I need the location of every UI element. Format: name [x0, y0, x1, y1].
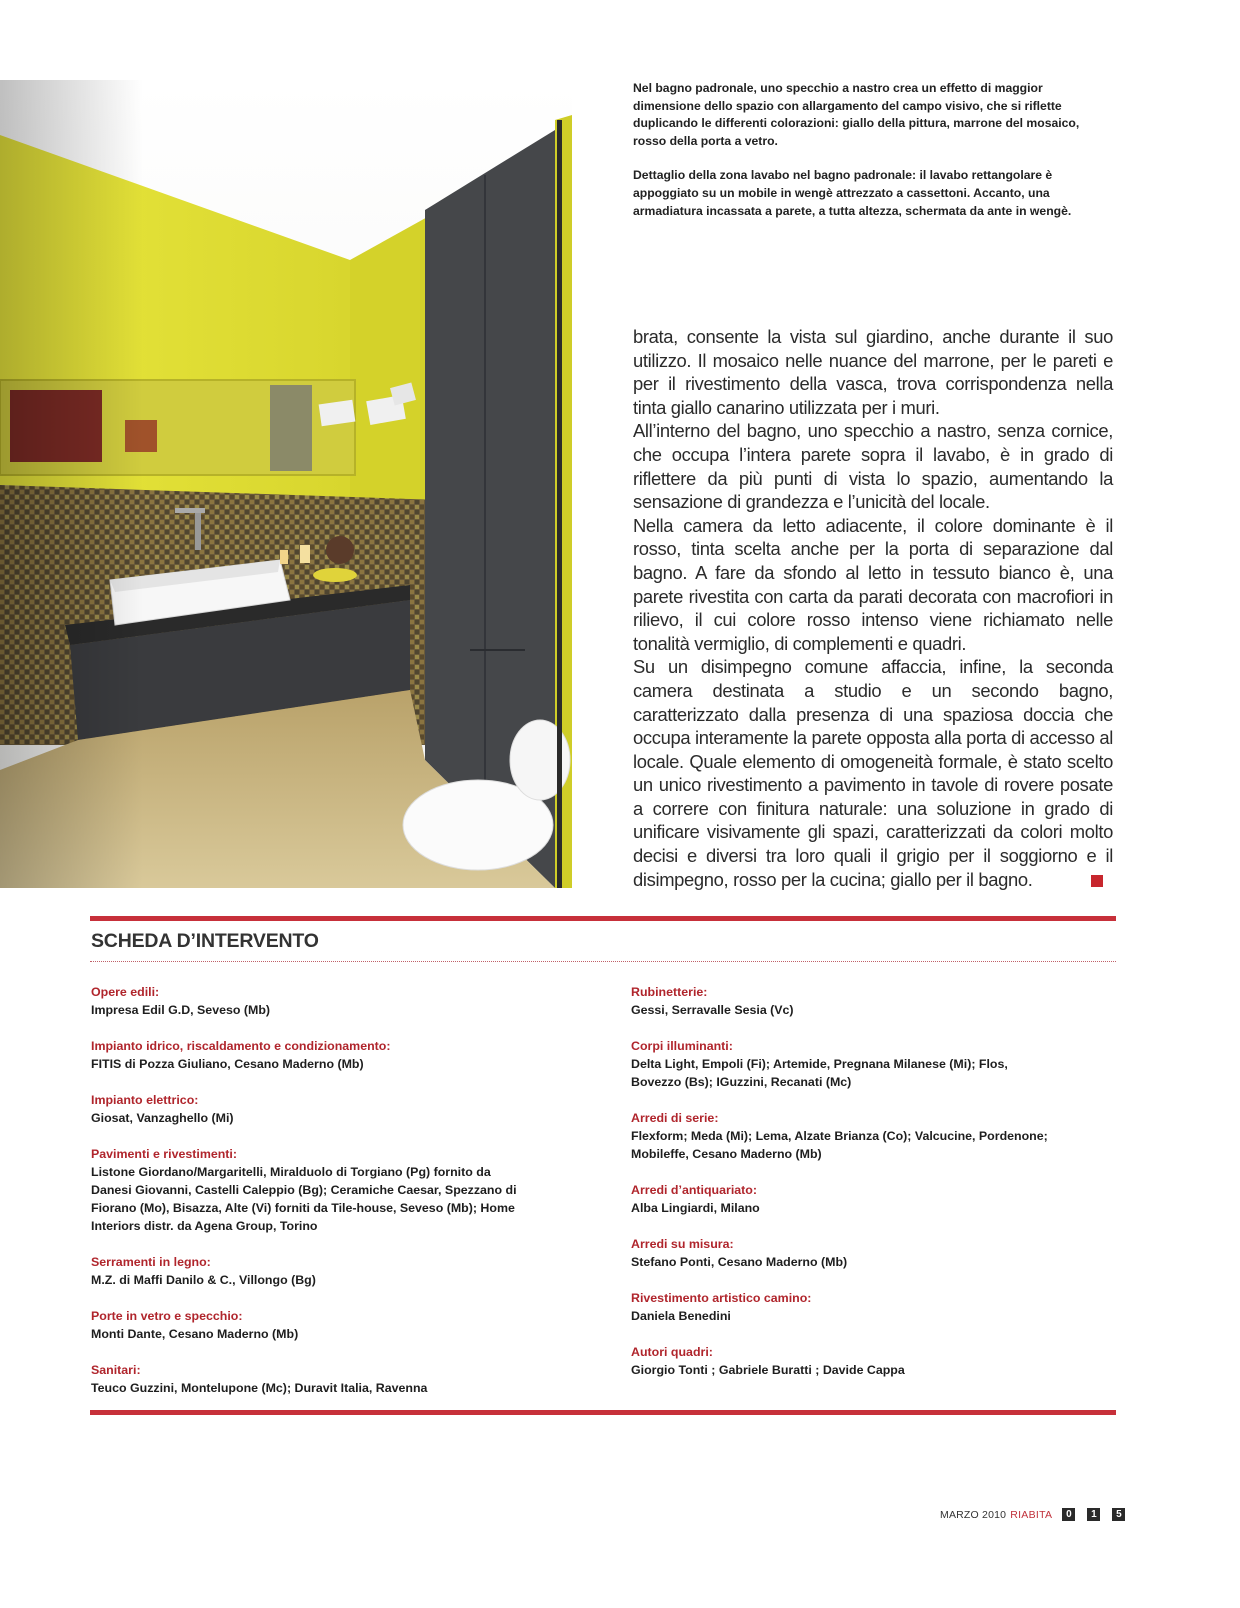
paragraph-4-text: Su un disimpegno comune affaccia, infine, la seconda camera destinata a studio e un secondo bagno, caratterizzato dalla presenza di una spaziosa doccia che occupa interamente la parete opposta alla porta di accesso al locale. Quale elemento di omogeneità formale, è stato scelto un unico rivestimento a pavimento in tavole di rovere posate a correre con finitura naturale: una soluzione in grado di unificare visivamente gli spazi, caratterizzati da colori molto decisi e diversi tra loro quali il grigio per il soggiorno e il disimpegno, rosso per la cucina; giallo per il bagno.: [633, 656, 1113, 890]
page-number-digit: 5: [1112, 1508, 1125, 1521]
scheda-dotted-rule: [90, 961, 1116, 962]
credit-entry: [631, 1343, 1061, 1379]
bathroom-photo: [0, 80, 572, 888]
article-body: [633, 325, 1113, 891]
credit-value: Alba Lingiardi, Milano: [631, 1201, 760, 1215]
credit-label: Impianto elettrico:: [91, 1093, 199, 1107]
credit-entry: [631, 1289, 1061, 1325]
credit-entry: [91, 1307, 521, 1343]
credit-value: Daniela Benedini: [631, 1309, 731, 1323]
caption-1: Nel bagno padronale, uno specchio a nastro crea un effetto di maggior dimensione dello spazio con allargamento del campo visivo, che si riflette duplicando le differenti colorazioni: giallo della pittura, marrone del mosaico, rosso della porta a vetro.: [633, 81, 1080, 148]
caption-2: Dettaglio della zona lavabo nel bagno padronale: il lavabo rettangolare è appoggiato su un mobile in wengè attrezzato a cassettoni. Accanto, una armadiatura incassata a parete, a tutta altezza, schermata da ante in wengè.: [633, 168, 1072, 218]
scheda-left-column: [91, 983, 521, 1415]
credit-value: Listone Giordano/Margaritelli, Miralduolo di Torgiano (Pg) fornito da Danesi Giovanni, Castelli Caleppio (Bg); Ceramiche Caesar, Spezzano di Fiorano (Mo), Bisazza, Alte (Vi) forniti da Tile-house, Seveso (Mb); Home Interiors distr. da Agena Group, Torino: [91, 1165, 517, 1233]
credit-value: Teuco Guzzini, Montelupone (Mc); Duravit Italia, Ravenna: [91, 1381, 428, 1395]
credit-value: Monti Dante, Cesano Maderno (Mb): [91, 1327, 299, 1341]
credit-label: Opere edili:: [91, 985, 160, 999]
credit-entry: [91, 983, 521, 1019]
credit-entry: [631, 1109, 1061, 1163]
credit-value: Giorgio Tonti ; Gabriele Buratti ; Davide Cappa: [631, 1363, 905, 1377]
credit-label: Autori quadri:: [631, 1345, 713, 1359]
credit-value: Giosat, Vanzaghello (Mi): [91, 1111, 234, 1125]
issue-date: MARZO 2010: [940, 1508, 1007, 1521]
credit-label: Arredi su misura:: [631, 1237, 734, 1251]
credit-label: Rubinetterie:: [631, 985, 708, 999]
page-number-digit: 0: [1062, 1508, 1075, 1521]
paragraph-2: All’interno del bagno, uno specchio a nastro, senza cornice, che occupa l’intera parete sopra il lavabo, è in grado di riflettere da più punti di vista lo spazio, aumentando la sensazione di grandezza e l’unicità del locale.: [633, 420, 1113, 513]
magazine-name: RIABITA: [1010, 1508, 1053, 1521]
end-mark-icon: [1091, 875, 1103, 887]
credit-value: FITIS di Pozza Giuliano, Cesano Maderno (Mb): [91, 1057, 364, 1071]
scheda-top-rule: [90, 916, 1116, 921]
paragraph-1: brata, consente la vista sul giardino, anche durante il suo utilizzo. Il mosaico nelle nuance del marrone, per le pareti e per il rivestimento della vasca, trova corrispondenza nella tinta giallo canarino utilizzata per i muri.: [633, 326, 1113, 418]
scheda-right-column: [631, 983, 1061, 1397]
credit-label: Corpi illuminanti:: [631, 1039, 733, 1053]
credit-value: M.Z. di Maffi Danilo & C., Villongo (Bg): [91, 1273, 316, 1287]
credit-label: Arredi d’antiquariato:: [631, 1183, 757, 1197]
credit-entry: [631, 983, 1061, 1019]
credit-entry: [91, 1145, 521, 1235]
paragraph-4: [633, 655, 1113, 891]
credit-value: Impresa Edil G.D, Seveso (Mb): [91, 1003, 271, 1017]
credit-entry: [91, 1361, 521, 1397]
paragraph-3: Nella camera da letto adiacente, il colore dominante è il rosso, tinta scelta anche per la porta di separazione dal bagno. A fare da sfondo al letto in tessuto bianco è, una parete rivestita con carta da parati decorata con macrofiori in rilievo, il cui colore rosso intenso viene richiamato nelle tonalità vermiglio, di complementi e quadri.: [633, 514, 1113, 654]
page-footer: [940, 1508, 1137, 1521]
credit-value: Flexform; Meda (Mi); Lema, Alzate Brianza (Co); Valcucine, Pordenone; Mobileffe, Cesano Maderno (Mb): [631, 1129, 1048, 1161]
credit-entry: [91, 1253, 521, 1289]
credit-label: Porte in vetro e specchio:: [91, 1309, 243, 1323]
credit-entry: [91, 1091, 521, 1127]
credit-entry: [91, 1037, 521, 1073]
scheda-bottom-rule: [90, 1410, 1116, 1415]
credit-entry: [631, 1235, 1061, 1271]
photo-captions: [633, 80, 1113, 237]
credit-value: Stefano Ponti, Cesano Maderno (Mb): [631, 1255, 848, 1269]
credit-entry: [631, 1181, 1061, 1217]
credit-label: Impianto idrico, riscaldamento e condizionamento:: [91, 1039, 391, 1053]
credit-label: Rivestimento artistico camino:: [631, 1291, 812, 1305]
credit-value: Delta Light, Empoli (Fi); Artemide, Pregnana Milanese (Mi); Flos, Bovezzo (Bs); IGuzzini, Recanati (Mc): [631, 1057, 1008, 1089]
page-number-digit: 1: [1087, 1508, 1100, 1521]
credit-label: Sanitari:: [91, 1363, 141, 1377]
credit-label: Serramenti in legno:: [91, 1255, 211, 1269]
credit-entry: [631, 1037, 1061, 1091]
credit-label: Pavimenti e rivestimenti:: [91, 1147, 237, 1161]
scheda-title: SCHEDA D’INTERVENTO: [91, 930, 319, 952]
credit-label: Arredi di serie:: [631, 1111, 719, 1125]
credit-value: Gessi, Serravalle Sesia (Vc): [631, 1003, 794, 1017]
